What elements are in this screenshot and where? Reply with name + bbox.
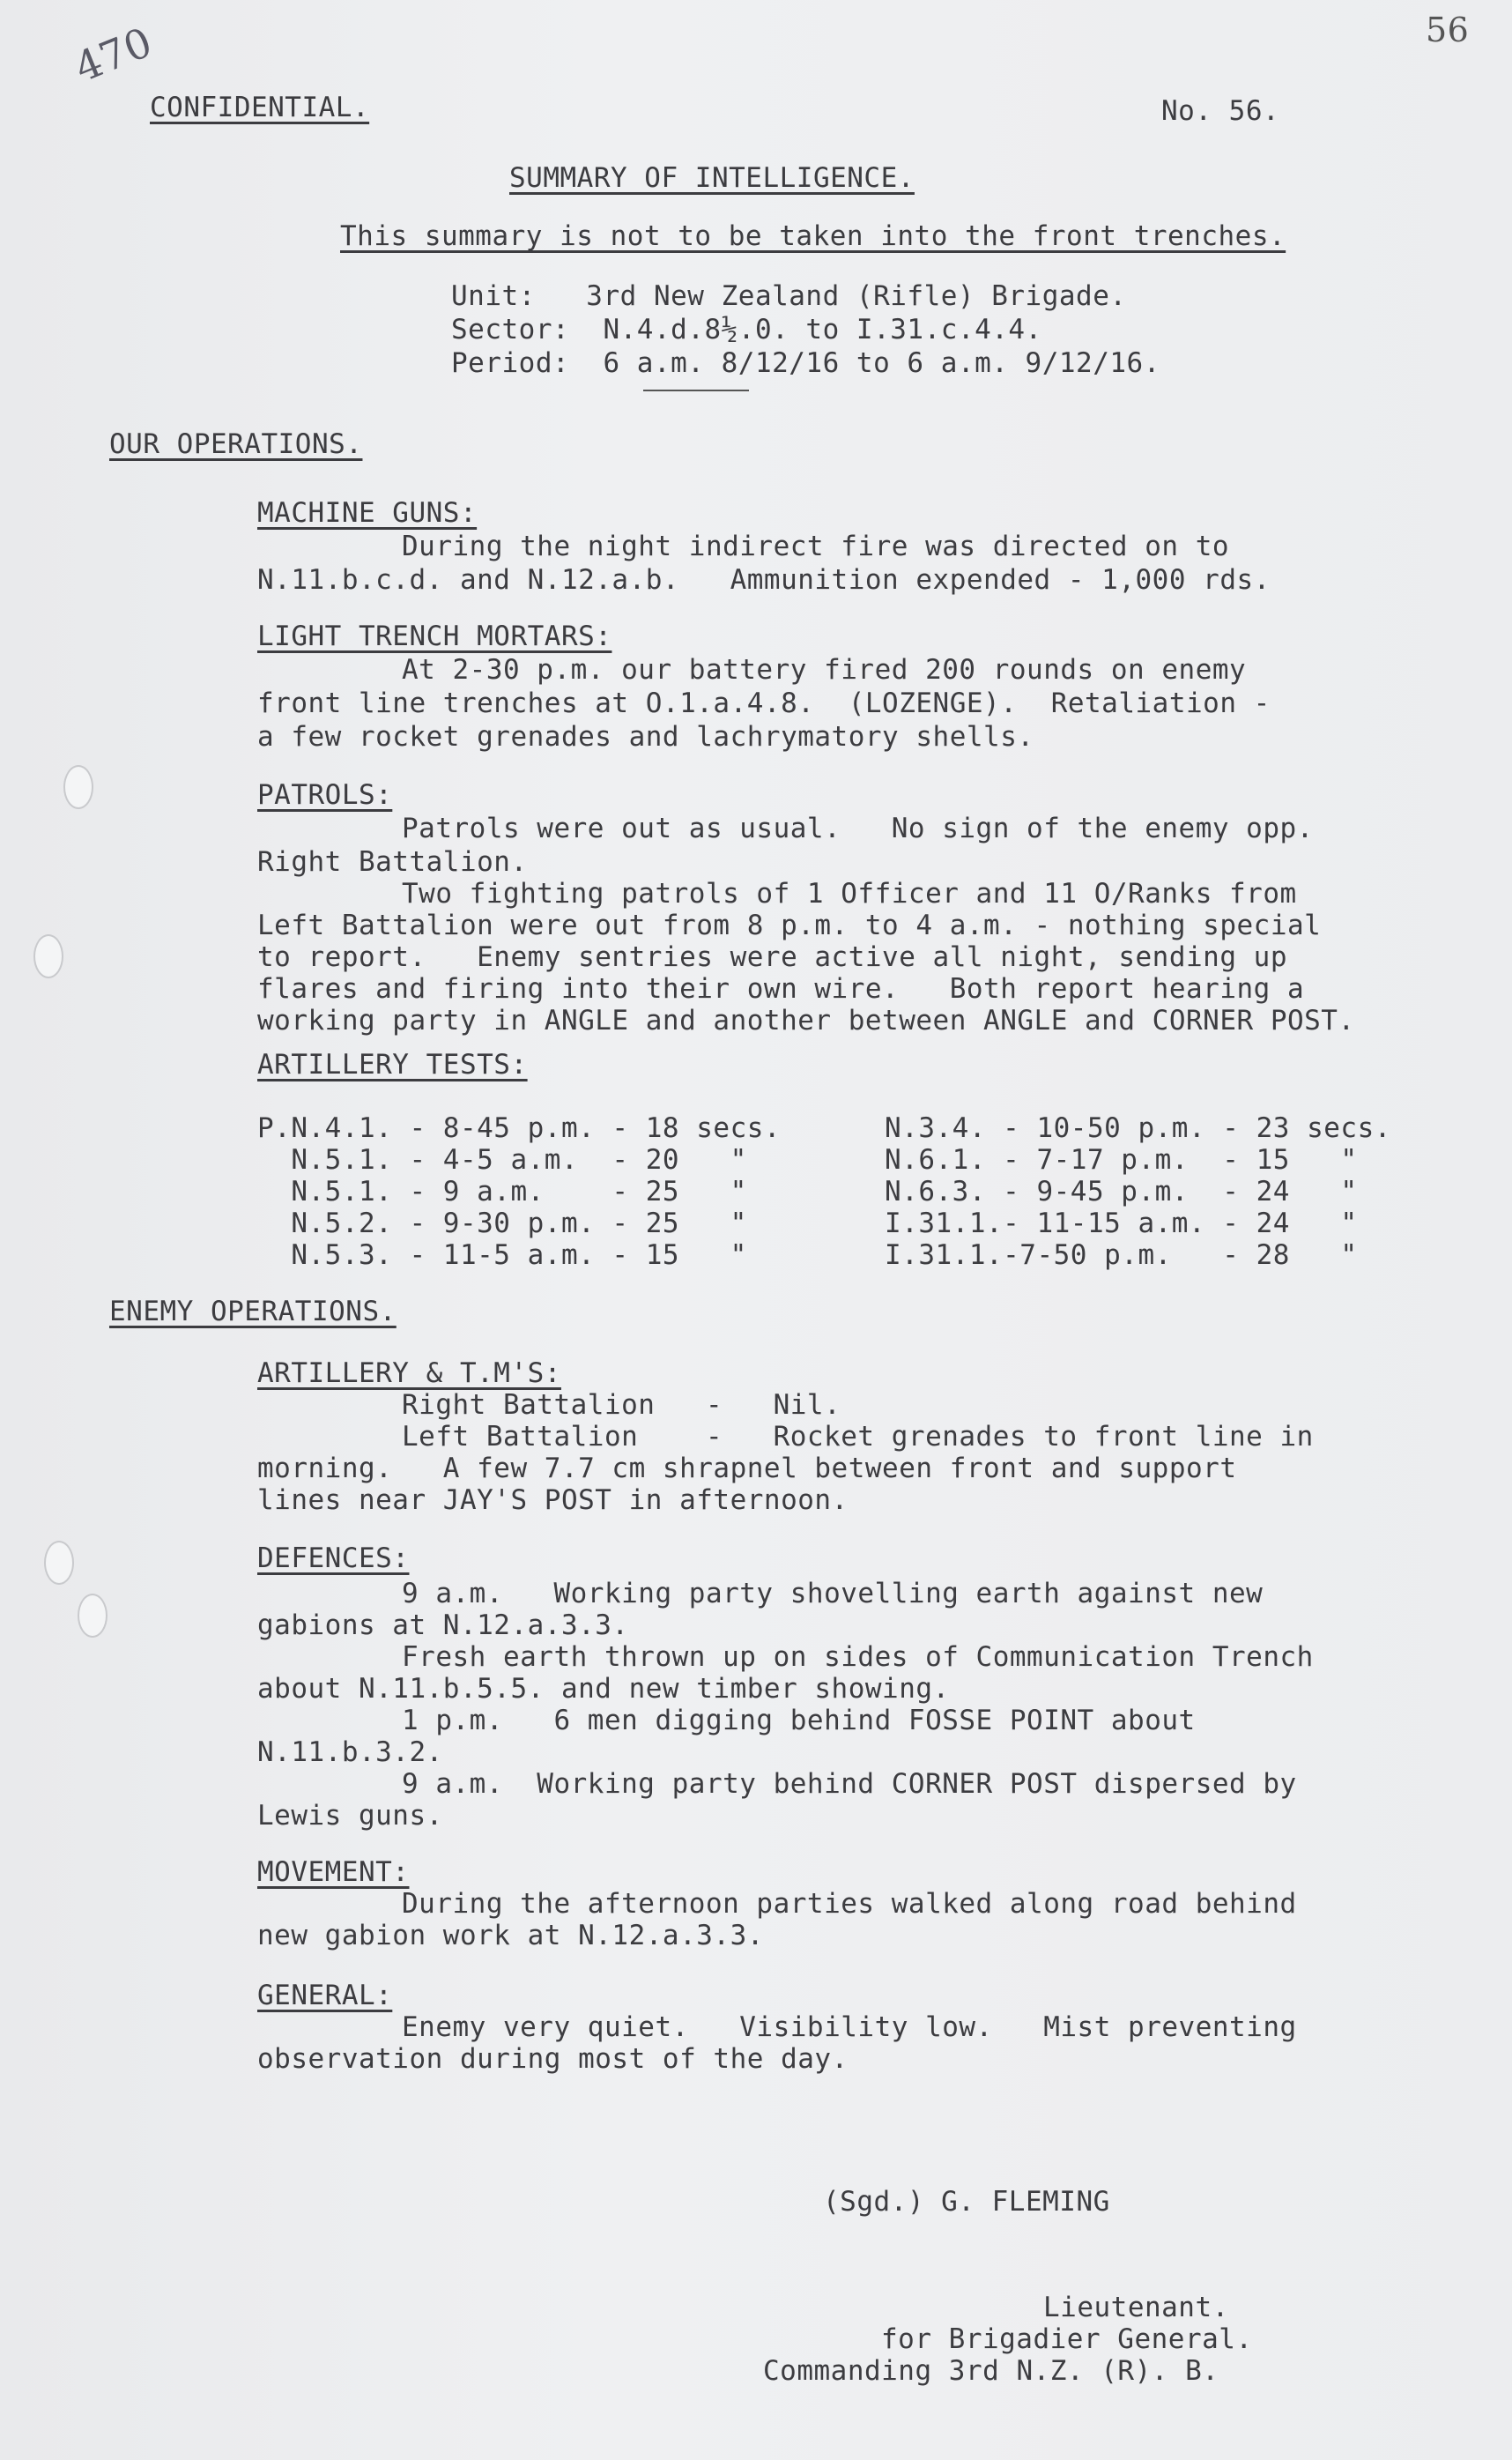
defences-line-2: gabions at N.12.a.3.3. (257, 1609, 629, 1641)
enemy-artillery-line-1: Right Battalion - Nil. (402, 1389, 841, 1421)
machine-guns-heading: MACHINE GUNS: (257, 497, 478, 529)
document-title: SUMMARY OF INTELLIGENCE. (509, 162, 915, 194)
signature-for: for Brigadier General. (881, 2323, 1253, 2355)
enemy-artillery-line-4: lines near JAY'S POST in afternoon. (257, 1484, 849, 1516)
patrols-line-2: Right Battalion. (257, 846, 528, 878)
header-divider (643, 390, 749, 391)
sector-line: Sector: N.4.d.8½.0. to I.31.c.4.4. (451, 314, 1042, 346)
punch-hole-mark (33, 934, 63, 978)
period-line: Period: 6 a.m. 8/12/16 to 6 a.m. 9/12/16. (451, 347, 1160, 379)
patrols-line-3: Two fighting patrols of 1 Officer and 11 O/Ranks from (402, 878, 1297, 910)
enemy-artillery-line-2: Left Battalion - Rocket grenades to front line in (402, 1421, 1314, 1453)
patrols-line-4: Left Battalion were out from 8 p.m. to 4 a.m. - nothing special (257, 910, 1322, 941)
defences-line-8: Lewis guns. (257, 1800, 443, 1832)
patrols-line-1: Patrols were out as usual. No sign of the enemy opp. (402, 813, 1314, 844)
artillery-test-left: N.5.1. - 9 a.m. - 25 " (257, 1176, 747, 1208)
defences-heading: DEFENCES: (257, 1542, 410, 1574)
artillery-test-left: N.5.1. - 4-5 a.m. - 20 " (257, 1144, 747, 1176)
trench-mortars-line-1: At 2-30 p.m. our battery fired 200 rounds on enemy (402, 654, 1247, 686)
general-line-2: observation during most of the day. (257, 2043, 849, 2075)
machine-guns-line-2: N.11.b.c.d. and N.12.a.b. Ammunition expended - 1,000 rds. (257, 564, 1271, 596)
artillery-test-right: N.6.3. - 9-45 p.m. - 24 " (885, 1176, 1358, 1208)
defences-line-5: 1 p.m. 6 men digging behind FOSSE POINT about (402, 1705, 1196, 1736)
patrols-line-7: working party in ANGLE and another between ANGLE and CORNER POST. (257, 1005, 1355, 1037)
defences-line-7: 9 a.m. Working party behind CORNER POST dispersed by (402, 1768, 1297, 1800)
punch-hole-mark (63, 765, 93, 809)
signature-command: Commanding 3rd N.Z. (R). B. (763, 2355, 1219, 2387)
artillery-test-left: N.5.2. - 9-30 p.m. - 25 " (257, 1208, 747, 1239)
artillery-test-right: I.31.1.- 11-15 a.m. - 24 " (885, 1208, 1358, 1239)
signature-name: (Sgd.) G. FLEMING (823, 2186, 1110, 2218)
punch-hole-mark (44, 1541, 74, 1585)
trench-mortars-heading: LIGHT TRENCH MORTARS: (257, 621, 612, 652)
patrols-heading: PATROLS: (257, 779, 393, 811)
movement-line-1: During the afternoon parties walked along road behind (402, 1888, 1297, 1920)
general-heading: GENERAL: (257, 1980, 393, 2011)
classification-label: CONFIDENTIAL. (150, 92, 370, 123)
handwritten-reference: 470 (68, 18, 159, 92)
machine-guns-line-1: During the night indirect fire was directed on to (402, 531, 1230, 562)
defences-line-3: Fresh earth thrown up on sides of Communication Trench (402, 1641, 1314, 1673)
trench-mortars-line-2: front line trenches at O.1.a.4.8. (LOZENGE). Retaliation - (257, 687, 1271, 719)
section-our-operations: OUR OPERATIONS. (109, 428, 363, 460)
section-enemy-operations: ENEMY OPERATIONS. (109, 1296, 397, 1327)
artillery-test-left: P.N.4.1. - 8-45 p.m. - 18 secs. (257, 1112, 782, 1144)
enemy-artillery-heading: ARTILLERY & T.M'S: (257, 1357, 561, 1389)
artillery-test-left: N.5.3. - 11-5 a.m. - 15 " (257, 1239, 747, 1271)
document-number: No. 56. (1161, 95, 1280, 127)
warning-line: This summary is not to be taken into the front trenches. (340, 220, 1286, 252)
patrols-line-5: to report. Enemy sentries were active all night, sending up (257, 941, 1287, 973)
artillery-test-right: N.6.1. - 7-17 p.m. - 15 " (885, 1144, 1358, 1176)
defences-line-1: 9 a.m. Working party shovelling earth against new (402, 1578, 1264, 1609)
artillery-test-right: N.3.4. - 10-50 p.m. - 23 secs. (885, 1112, 1391, 1144)
artillery-tests-heading: ARTILLERY TESTS: (257, 1049, 528, 1081)
signature-rank: Lieutenant. (1043, 2292, 1229, 2323)
patrols-line-6: flares and firing into their own wire. Both report hearing a (257, 973, 1305, 1005)
general-line-1: Enemy very quiet. Visibility low. Mist preventing (402, 2011, 1297, 2043)
defences-line-6: N.11.b.3.2. (257, 1736, 443, 1768)
punch-hole-mark (78, 1594, 107, 1638)
artillery-test-right: I.31.1.-7-50 p.m. - 28 " (885, 1239, 1358, 1271)
movement-heading: MOVEMENT: (257, 1856, 410, 1888)
enemy-artillery-line-3: morning. A few 7.7 cm shrapnel between front and support (257, 1453, 1237, 1484)
defences-line-4: about N.11.b.5.5. and new timber showing. (257, 1673, 950, 1705)
trench-mortars-line-3: a few rocket grenades and lachrymatory shells. (257, 721, 1034, 753)
unit-line: Unit: 3rd New Zealand (Rifle) Brigade. (451, 280, 1127, 312)
movement-line-2: new gabion work at N.12.a.3.3. (257, 1920, 764, 1951)
page-number: 56 (1426, 11, 1470, 49)
